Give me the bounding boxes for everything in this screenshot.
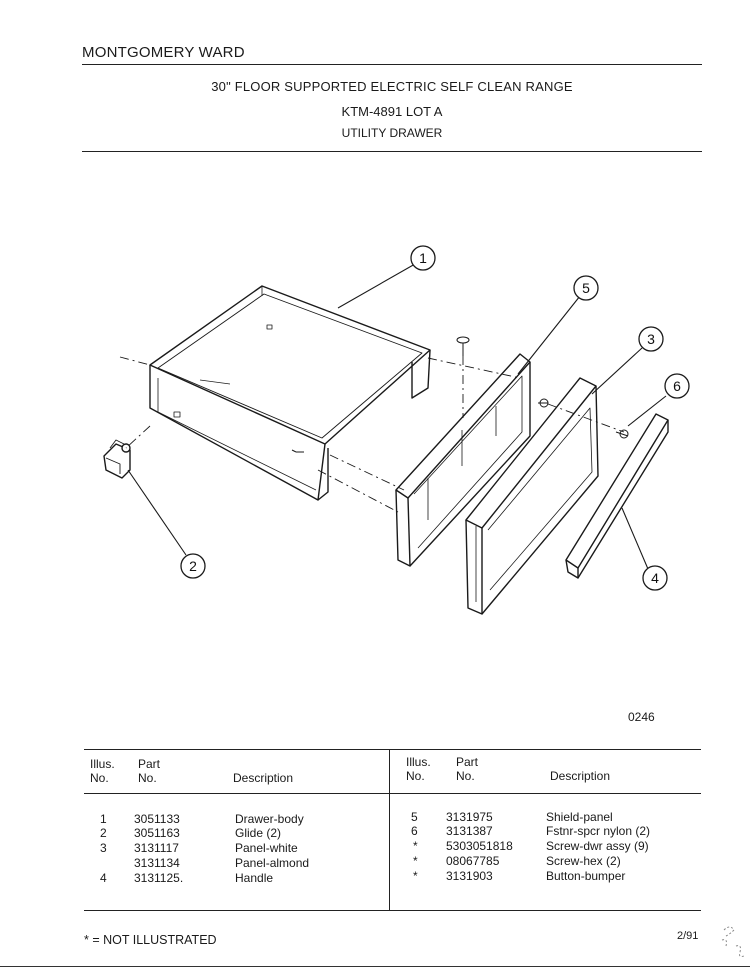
callout-6 — [665, 374, 689, 398]
callout-3 — [639, 327, 663, 351]
table-top-rule — [84, 749, 701, 750]
right-header-part: Part No. — [456, 755, 479, 783]
callout-5 — [574, 276, 598, 300]
svg-text:4: 4 — [651, 570, 659, 586]
shield-panel-drawing — [396, 354, 530, 566]
table-column-divider — [389, 749, 390, 910]
svg-text:5: 5 — [582, 280, 590, 296]
callout-4 — [643, 566, 667, 590]
table-header-rule — [84, 793, 701, 794]
svg-text:3: 3 — [647, 331, 655, 347]
fastener-drawings — [457, 337, 628, 438]
page-title: 30" FLOOR SUPPORTED ELECTRIC SELF CLEAN RANGE — [211, 79, 573, 94]
brand-divider — [82, 64, 702, 65]
svg-text:6: 6 — [673, 378, 681, 394]
assembly-lines — [120, 356, 624, 512]
right-header-description: Description — [550, 769, 611, 783]
left-header-description: Description — [233, 771, 294, 785]
section-title: UTILITY DRAWER — [341, 126, 443, 140]
svg-text:2: 2 — [189, 558, 197, 574]
left-header-part: Part No. — [138, 757, 161, 785]
glide-drawing — [104, 440, 130, 478]
callout-1 — [411, 246, 435, 270]
brand-name: MONTGOMERY WARD — [82, 44, 245, 61]
drawing-code: 0246 — [628, 710, 655, 724]
svg-text:1: 1 — [419, 250, 427, 266]
header-divider — [82, 151, 702, 152]
model-number: KTM-4891 LOT A — [341, 104, 443, 119]
table-bottom-rule — [84, 910, 701, 911]
page-bottom-rule — [0, 966, 750, 967]
callout-2 — [181, 554, 205, 578]
right-header-illus: Illus. No. — [406, 755, 431, 783]
handwritten-margin-mark — [716, 920, 750, 964]
left-header-illus: Illus. No. — [90, 757, 115, 785]
drawer-body-drawing — [150, 286, 430, 500]
revision-date: 2/91 — [677, 930, 699, 942]
not-illustrated-note: * = NOT ILLUSTRATED — [84, 933, 217, 947]
exploded-parts-diagram — [0, 160, 750, 680]
